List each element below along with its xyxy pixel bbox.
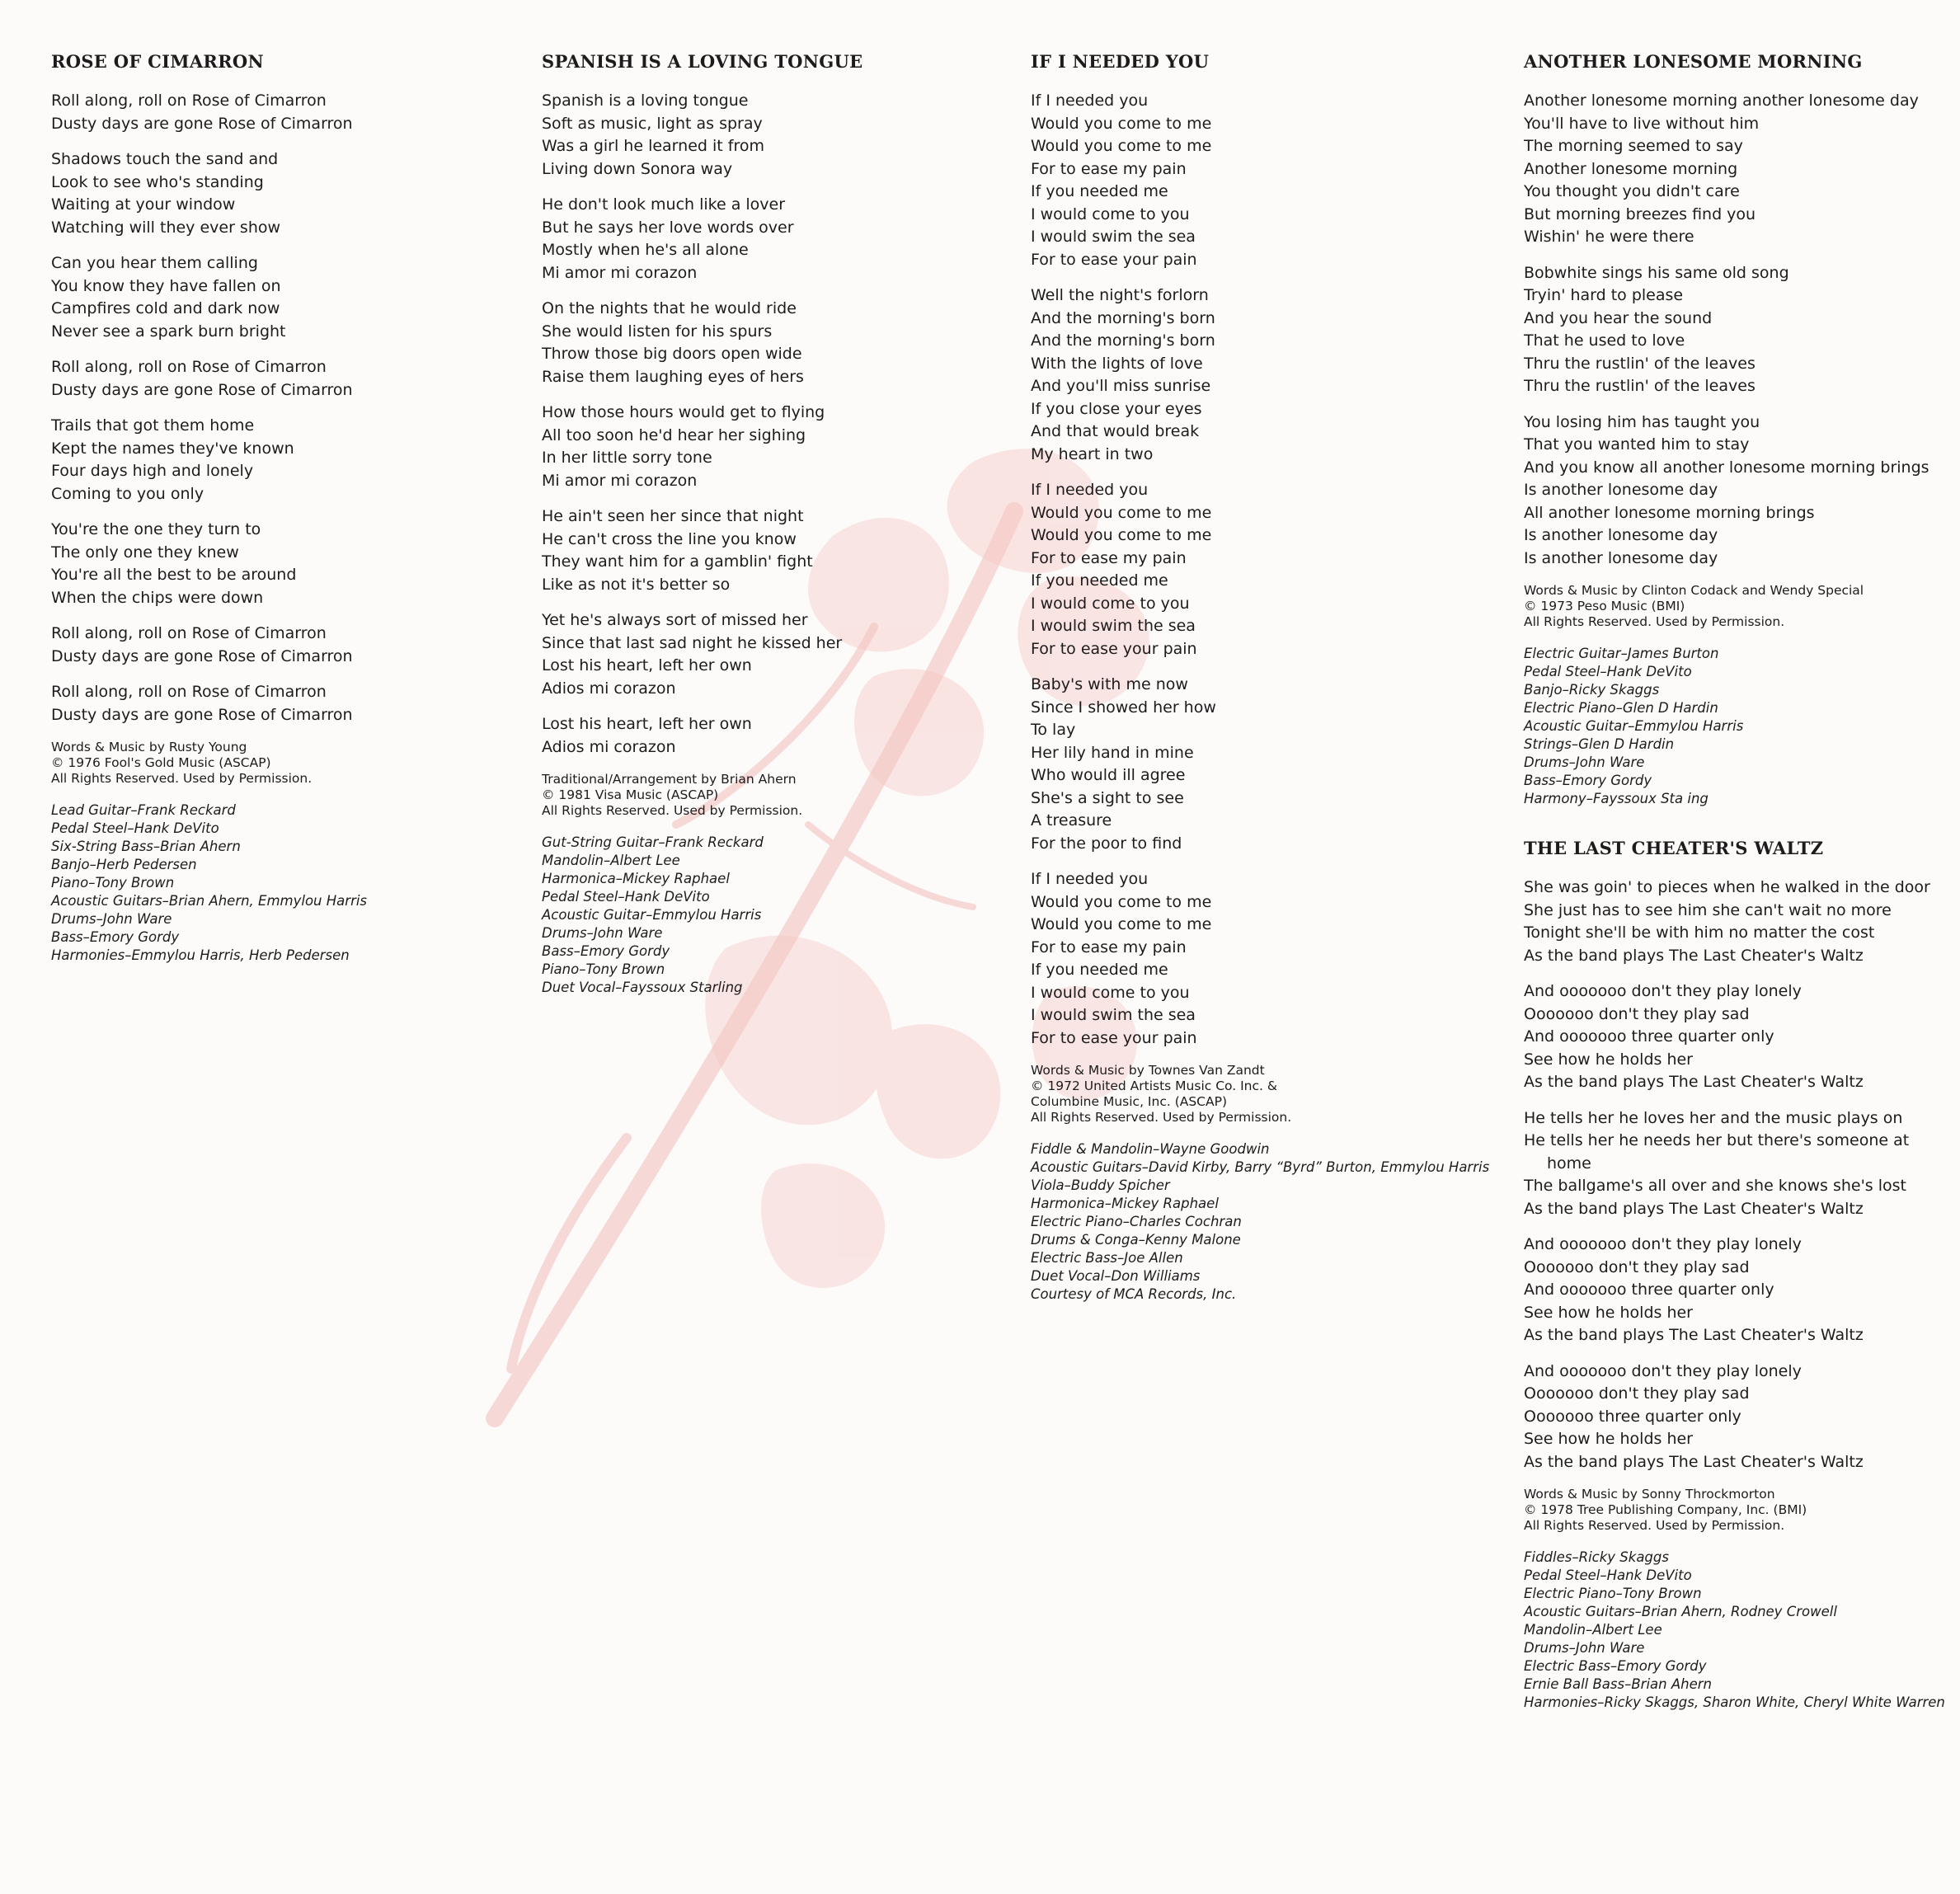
lyric-line: He don't look much like a lover — [542, 195, 786, 214]
personnel-line: Drums–John Ware — [1524, 1640, 1645, 1656]
lyric-line: Mi amor mi corazon — [542, 471, 698, 490]
lyric-line: That he used to love — [1524, 331, 1685, 350]
lyric-line: Living down Sonora way — [542, 159, 733, 178]
lyric-line: See how he holds her — [1524, 1050, 1693, 1069]
lyric-line: Roll along, roll on Rose of Cimarron — [51, 358, 327, 376]
lyric-line: Would you come to me — [1031, 137, 1212, 155]
lyric-stanza — [51, 415, 513, 505]
credit-line: All Rights Reserved. Used by Permission. — [1524, 1518, 1785, 1533]
lyric-line: Another lonesome morning another lonesome day — [1524, 92, 1919, 110]
lyric-line: The morning seemed to say — [1524, 137, 1743, 155]
personnel-line: Harmonica–Mickey Raphael — [1031, 1196, 1219, 1211]
song-title: THE LAST CHEATER'S WALTZ — [1524, 838, 1824, 858]
lyric-line: Never see a spark burn bright — [51, 322, 286, 341]
lyric-line: Tonight she'll be with him no matter the cost — [1524, 924, 1875, 942]
personnel-line: Piano–Tony Brown — [542, 961, 665, 977]
musician-personnel — [542, 834, 1004, 997]
lyric-line: I would swim the sea — [1031, 1006, 1196, 1024]
lyric-line: I would come to you — [1031, 204, 1190, 223]
lyric-line: And ooooooo don't they play lonely — [1524, 1361, 1802, 1380]
lyric-line: Would you come to me — [1031, 526, 1212, 544]
credit-line: © 1972 United Artists Music Co. Inc. & — [1031, 1079, 1277, 1093]
lyric-line: If I needed you — [1031, 481, 1149, 499]
lyric-stanza — [542, 194, 1004, 284]
lyric-line: Another lonesome morning — [1524, 159, 1738, 178]
lyric-line: They want him for a gamblin' fight — [542, 552, 813, 571]
personnel-line: Piano–Tony Brown — [51, 875, 175, 891]
personnel-line: Acoustic Guitars–David Kirby, Barry “Byrd” Burton, Emmylou Harris — [1031, 1159, 1490, 1175]
songwriter-credits — [1524, 583, 1953, 630]
lyric-line: Would you come to me — [1031, 892, 1212, 911]
personnel-line: Electric Piano–Glen D Hardin — [1524, 700, 1718, 716]
personnel-line: Mandolin–Albert Lee — [542, 853, 680, 868]
lyric-line: He tells her he needs her but there's someone at home — [1524, 1131, 1910, 1173]
personnel-line: Electric Piano–Tony Brown — [1524, 1586, 1702, 1601]
lyric-line: Lost his heart, left her own — [542, 715, 752, 733]
lyric-line: In her little sorry tone — [542, 449, 712, 467]
lyric-stanza — [51, 252, 513, 343]
lyric-line: All too soon he'd hear her sighing — [542, 425, 806, 444]
lyric-line: Would you come to me — [1031, 114, 1212, 133]
personnel-line: Banjo–Ricky Skaggs — [1524, 682, 1660, 698]
lyric-line: If I needed you — [1031, 870, 1149, 888]
credit-line: Columbine Music, Inc. (ASCAP) — [1031, 1094, 1228, 1109]
songwriter-credits — [1524, 1487, 1953, 1534]
lyric-line: See how he holds her — [1524, 1430, 1693, 1448]
lyric-line: He can't cross the line you know — [542, 529, 797, 548]
lyric-line: If you needed me — [1031, 182, 1168, 200]
lyric-line: Four days high and lonely — [51, 462, 254, 480]
lyric-line: Watching will they ever show — [51, 218, 281, 237]
lyric-stanza — [542, 298, 1004, 388]
lyric-line: For to ease your pain — [1031, 250, 1197, 269]
lyric-line: Soft as music, light as spray — [542, 114, 763, 133]
lyric-line: Can you hear them calling — [51, 254, 258, 272]
song-section — [1524, 838, 1953, 1712]
lyric-stanza — [51, 623, 513, 668]
personnel-line: Banjo–Herb Pedersen — [51, 857, 197, 872]
lyric-line: For the poor to find — [1031, 834, 1182, 853]
lyric-line: As the band plays The Last Cheater's Waltz — [1524, 1199, 1864, 1218]
lyric-line: Her lily hand in mine — [1031, 743, 1194, 762]
lyric-stanza — [1031, 284, 1492, 466]
lyric-line: And that would break — [1031, 422, 1200, 440]
lyric-line: On the nights that he would ride — [542, 299, 797, 317]
personnel-line: Harmonica–Mickey Raphael — [542, 871, 730, 886]
lyric-stanza — [1031, 674, 1492, 855]
lyric-stanza — [1524, 90, 1953, 249]
lyric-line: You thought you didn't care — [1524, 182, 1740, 200]
lyric-line: Is another lonesome day — [1524, 481, 1718, 499]
lyric-stanza — [1524, 1361, 1953, 1474]
personnel-line: Bass–Emory Gordy — [1524, 773, 1652, 788]
lyric-line: For to ease my pain — [1031, 159, 1187, 178]
personnel-line: Electric Bass–Emory Gordy — [1524, 1658, 1707, 1674]
lyric-line: How those hours would get to flying — [542, 403, 825, 421]
personnel-line: Mandolin–Albert Lee — [1524, 1622, 1662, 1638]
personnel-line: Drums & Conga–Kenny Malone — [1031, 1232, 1241, 1248]
song-section — [542, 51, 1004, 997]
lyric-line: Dusty days are gone Rose of Cimarron — [51, 114, 353, 133]
column-4 — [1524, 51, 1953, 1741]
lyric-line: And ooooooo three quarter only — [1524, 1027, 1774, 1046]
column-2 — [542, 51, 1004, 1027]
column-1 — [51, 51, 513, 994]
lyric-line: The only one they knew — [51, 543, 239, 562]
lyric-line: Roll along, roll on Rose of Cimarron — [51, 92, 327, 110]
lyric-stanza — [542, 713, 1004, 759]
lyric-line: If you close your eyes — [1031, 399, 1202, 418]
credit-line: © 1981 Visa Music (ASCAP) — [542, 787, 719, 802]
lyric-line: Trails that got them home — [51, 416, 255, 435]
lyric-stanza — [1524, 877, 1953, 967]
personnel-line: Pedal Steel–Hank DeVito — [1524, 664, 1692, 679]
lyric-line: Was a girl he learned it from — [542, 137, 764, 155]
lyric-line: With the lights of love — [1031, 354, 1203, 373]
credit-line: © 1973 Peso Music (BMI) — [1524, 599, 1685, 613]
lyric-stanza — [1524, 1107, 1953, 1221]
lyric-line: Is another lonesome day — [1524, 548, 1718, 567]
lyric-line: Is another lonesome day — [1524, 526, 1718, 544]
lyric-line: Roll along, roll on Rose of Cimarron — [51, 624, 327, 642]
song-title: ANOTHER LONESOME MORNING — [1524, 51, 1863, 72]
lyric-line: If you needed me — [1031, 571, 1168, 590]
lyric-line: If I needed you — [1031, 92, 1149, 110]
lyric-line: Shadows touch the sand and — [51, 150, 279, 168]
lyric-stanza — [1031, 90, 1492, 271]
lyric-line: You know they have fallen on — [51, 276, 281, 295]
lyric-line: I would swim the sea — [1031, 228, 1196, 246]
lyric-line: She was goin' to pieces when he walked in the door — [1524, 878, 1930, 896]
song-section — [1524, 51, 1953, 808]
personnel-line: Acoustic Guitar–Emmylou Harris — [542, 907, 762, 923]
lyric-line: Who would ill agree — [1031, 766, 1186, 784]
personnel-line: Bass–Emory Gordy — [542, 943, 670, 959]
lyric-line: And you'll miss sunrise — [1031, 377, 1211, 395]
lyric-stanza — [542, 609, 1004, 700]
lyric-line: Campfires cold and dark now — [51, 299, 280, 317]
lyric-line: Lost his heart, left her own — [542, 656, 752, 674]
lyric-stanza — [51, 148, 513, 239]
personnel-line: Drums–John Ware — [51, 911, 172, 927]
personnel-line: Courtesy of MCA Records, Inc. — [1031, 1286, 1237, 1302]
credit-line: All Rights Reserved. Used by Permission. — [51, 771, 313, 786]
personnel-line: Harmonies–Ricky Skaggs, Sharon White, Cheryl White Warren — [1524, 1694, 1945, 1710]
lyric-line: Dusty days are gone Rose of Cimarron — [51, 705, 353, 724]
lyric-line: Ooooooo don't they play sad — [1524, 1257, 1750, 1276]
lyric-line: And you hear the sound — [1524, 308, 1713, 327]
personnel-line: Ernie Ball Bass–Brian Ahern — [1524, 1676, 1713, 1692]
songwriter-credits — [542, 772, 1004, 819]
lyric-line: She would listen for his spurs — [542, 322, 773, 341]
lyric-line: You're the one they turn to — [51, 520, 261, 538]
lyric-line: That you wanted him to stay — [1524, 435, 1750, 454]
lyric-line: Thru the rustlin' of the leaves — [1524, 377, 1756, 395]
lyric-line: I would swim the sea — [1031, 617, 1196, 635]
lyric-line: And you know all another lonesome morning brings — [1524, 458, 1929, 477]
lyric-stanza — [1031, 479, 1492, 660]
personnel-line: Fiddles–Ricky Skaggs — [1524, 1549, 1669, 1565]
musician-personnel — [1524, 1549, 1953, 1712]
lyric-stanza — [1524, 980, 1953, 1094]
personnel-line: Acoustic Guitars–Brian Ahern, Rodney Crowell — [1524, 1604, 1837, 1619]
credit-line: © 1978 Tree Publishing Company, Inc. (BMI) — [1524, 1502, 1807, 1517]
lyric-stanza — [51, 356, 513, 402]
personnel-line: Drums–John Ware — [1524, 754, 1645, 770]
lyric-line: As the band plays The Last Cheater's Waltz — [1524, 1452, 1864, 1471]
lyric-line: Baby's with me now — [1031, 675, 1188, 693]
credit-line: All Rights Reserved. Used by Permission. — [542, 803, 803, 818]
personnel-line: Harmonies–Emmylou Harris, Herb Pedersen — [51, 947, 350, 963]
lyric-line: Ooooooo don't they play sad — [1524, 1004, 1750, 1023]
lyric-line: As the band plays The Last Cheater's Waltz — [1524, 946, 1864, 965]
lyric-line: Like as not it's better so — [542, 575, 731, 594]
lyric-line: I would come to you — [1031, 594, 1190, 613]
lyric-line: Since I showed her how — [1031, 698, 1216, 717]
lyric-line: You losing him has taught you — [1524, 412, 1760, 431]
lyric-stanza — [51, 681, 513, 726]
lyric-line: But morning breezes find you — [1524, 204, 1756, 223]
personnel-line: Acoustic Guitars–Brian Ahern, Emmylou Harris — [51, 893, 368, 909]
songwriter-credits — [51, 740, 513, 787]
personnel-line: Fiddle & Mandolin–Wayne Goodwin — [1031, 1141, 1270, 1157]
lyric-line: To lay — [1031, 721, 1076, 739]
lyric-line: The ballgame's all over and she knows she's lost — [1524, 1177, 1906, 1195]
musician-personnel — [1524, 645, 1953, 808]
lyric-line: Throw those big doors open wide — [542, 345, 802, 363]
lyric-line: Spanish is a loving tongue — [542, 92, 749, 110]
lyric-line: Wishin' he were there — [1524, 228, 1694, 246]
lyric-line: I would come to you — [1031, 983, 1190, 1002]
lyric-line: Roll along, roll on Rose of Cimarron — [51, 683, 327, 701]
credit-line: © 1976 Fool's Gold Music (ASCAP) — [51, 755, 271, 770]
musician-personnel — [51, 801, 513, 965]
lyric-line: Ooooooo three quarter only — [1524, 1407, 1741, 1426]
lyric-stanza — [1031, 868, 1492, 1050]
lyric-line: But he says her love words over — [542, 218, 794, 237]
lyric-line: For to ease your pain — [1031, 639, 1197, 658]
personnel-line: Duet Vocal–Fayssoux Starling — [542, 980, 743, 995]
lyric-line: Kept the names they've known — [51, 439, 294, 458]
credit-line: Words & Music by Sonny Throckmorton — [1524, 1487, 1775, 1502]
lyric-line: For to ease my pain — [1031, 938, 1187, 956]
lyric-stanza — [542, 402, 1004, 492]
lyric-line: See how he holds her — [1524, 1303, 1693, 1322]
credit-line: All Rights Reserved. Used by Permission. — [1031, 1110, 1292, 1125]
lyric-line: And the morning's born — [1031, 331, 1215, 350]
lyric-line: She's a sight to see — [1031, 788, 1184, 807]
lyric-line: Would you come to me — [1031, 915, 1212, 933]
lyric-stanza — [1524, 262, 1953, 398]
lyric-line: He ain't seen her since that night — [542, 507, 804, 525]
lyric-line: All another lonesome morning brings — [1524, 503, 1815, 522]
personnel-line: Strings–Glen D Hardin — [1524, 736, 1675, 752]
personnel-line: Lead Guitar–Frank Reckard — [51, 802, 236, 818]
lyric-stanza — [1524, 1234, 1953, 1347]
lyric-line: Ooooooo don't they play sad — [1524, 1384, 1750, 1403]
lyric-line: And the morning's born — [1031, 308, 1215, 327]
lyric-stanza — [51, 90, 513, 135]
song-section — [1031, 51, 1492, 1304]
lyric-stanza — [542, 90, 1004, 181]
lyric-stanza — [1524, 411, 1953, 571]
lyric-stanza — [51, 519, 513, 609]
lyric-line: Mostly when he's all alone — [542, 241, 749, 259]
lyric-line: A treasure — [1031, 811, 1112, 830]
lyric-line: And ooooooo don't they play lonely — [1524, 982, 1802, 1000]
personnel-line: Electric Guitar–James Burton — [1524, 646, 1719, 661]
lyric-line: Coming to you only — [51, 484, 204, 503]
personnel-line: Duet Vocal–Don Williams — [1031, 1268, 1201, 1284]
lyric-line: As the band plays The Last Cheater's Waltz — [1524, 1326, 1864, 1344]
lyric-line: Dusty days are gone Rose of Cimarron — [51, 646, 353, 665]
personnel-line: Drums–John Ware — [542, 925, 663, 941]
song-title: IF I NEEDED YOU — [1031, 51, 1210, 72]
credit-line: Words & Music by Townes Van Zandt — [1031, 1063, 1265, 1078]
lyric-line: You're all the best to be around — [51, 566, 297, 584]
lyric-line: Dusty days are gone Rose of Cimarron — [51, 380, 353, 399]
lyric-line: Thru the rustlin' of the leaves — [1524, 354, 1756, 373]
lyric-line: Adios mi corazon — [542, 737, 676, 756]
credit-line: All Rights Reserved. Used by Permission. — [1524, 614, 1785, 629]
personnel-line: Harmony–Fayssoux Sta ing — [1524, 791, 1709, 806]
personnel-line: Electric Piano–Charles Cochran — [1031, 1214, 1242, 1229]
lyric-line: Mi amor mi corazon — [542, 263, 698, 282]
lyric-line: My heart in two — [1031, 444, 1154, 463]
lyric-line: Yet he's always sort of missed her — [542, 611, 808, 629]
personnel-line: Bass–Emory Gordy — [51, 929, 180, 945]
personnel-line: Pedal Steel–Hank DeVito — [51, 820, 219, 836]
lyric-line: Would you come to me — [1031, 503, 1212, 522]
lyric-line: As the band plays The Last Cheater's Waltz — [1524, 1073, 1864, 1091]
personnel-line: Electric Bass–Joe Allen — [1031, 1250, 1183, 1266]
lyric-line: For to ease my pain — [1031, 548, 1187, 567]
songwriter-credits — [1031, 1063, 1492, 1126]
musician-personnel — [1031, 1140, 1492, 1304]
song-section — [51, 51, 513, 965]
lyric-line: Since that last sad night he kissed her — [542, 633, 843, 652]
lyric-line: Well the night's forlorn — [1031, 286, 1209, 304]
personnel-line: Acoustic Guitar–Emmylou Harris — [1524, 718, 1744, 734]
personnel-line: Pedal Steel–Hank DeVito — [542, 889, 710, 905]
lyric-line: Bobwhite sings his same old song — [1524, 263, 1789, 282]
column-3 — [1031, 51, 1492, 1333]
lyric-line: If you needed me — [1031, 961, 1168, 979]
lyric-line: And ooooooo don't they play lonely — [1524, 1235, 1802, 1253]
lyric-line: Waiting at your window — [51, 195, 236, 214]
lyric-line: You'll have to live without him — [1524, 114, 1760, 133]
lyric-line: Adios mi corazon — [542, 679, 676, 698]
song-title: ROSE OF CIMARRON — [51, 51, 265, 72]
personnel-line: Viola–Buddy Spicher — [1031, 1177, 1170, 1193]
lyric-line: And ooooooo three quarter only — [1524, 1281, 1774, 1299]
personnel-line: Gut-String Guitar–Frank Reckard — [542, 834, 764, 850]
lyric-line: She just has to see him she can't wait no more — [1524, 900, 1892, 919]
lyric-line: Tryin' hard to please — [1524, 286, 1684, 304]
lyric-line: For to ease your pain — [1031, 1028, 1197, 1047]
lyric-line: Raise them laughing eyes of hers — [542, 367, 804, 386]
credit-line: Traditional/Arrangement by Brian Ahern — [542, 772, 797, 787]
lyric-line: He tells her he loves her and the music plays on — [1524, 1108, 1903, 1127]
lyric-line: When the chips were down — [51, 588, 264, 607]
personnel-line: Pedal Steel–Hank DeVito — [1524, 1567, 1692, 1583]
song-title: SPANISH IS A LOVING TONGUE — [542, 51, 863, 72]
credit-line: Words & Music by Rusty Young — [51, 740, 247, 754]
lyric-stanza — [542, 505, 1004, 596]
credit-line: Words & Music by Clinton Codack and Wendy Special — [1524, 583, 1864, 598]
personnel-line: Six-String Bass–Brian Ahern — [51, 839, 241, 854]
lyric-line: Look to see who's standing — [51, 172, 264, 191]
